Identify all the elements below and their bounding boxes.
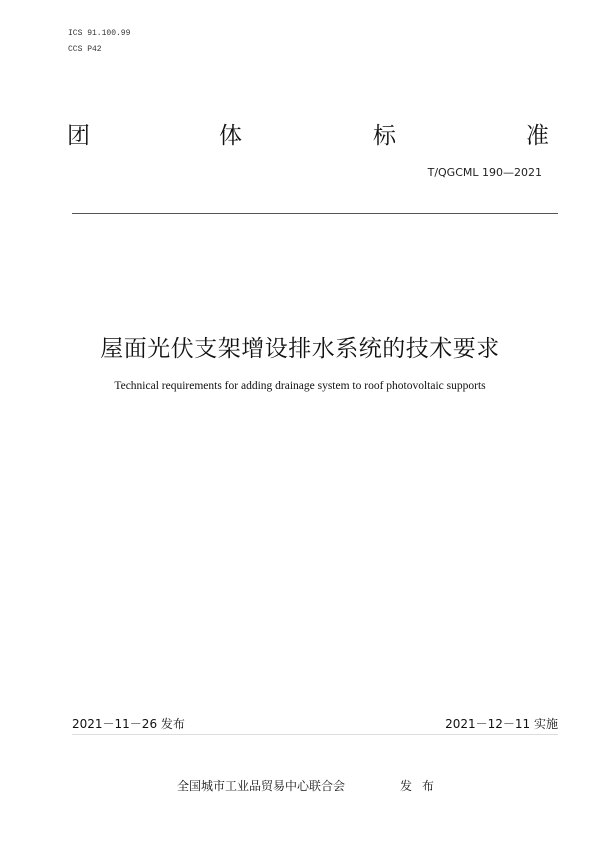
date-divider xyxy=(72,734,558,735)
publisher-name: 全国城市工业品贸易中心联合会 xyxy=(177,779,346,793)
header-char-2: 体 xyxy=(219,123,242,149)
header-char-3: 标 xyxy=(373,123,396,149)
implement-date: 2021－12－11 实施 xyxy=(445,717,558,731)
standard-number: T/QGCML 190—2021 xyxy=(427,166,542,179)
header-divider xyxy=(72,213,558,214)
publisher-action: 发 布 xyxy=(400,779,434,793)
ics-code: ICS 91.100.99 xyxy=(68,29,131,38)
header-char-4: 准 xyxy=(526,123,549,149)
publish-date: 2021－11－26 发布 xyxy=(72,717,185,731)
title-en: Technical requirements for adding drainage system to roof photovoltaic supports xyxy=(114,380,486,392)
title-zh: 屋面光伏支架增设排水系统的技术要求 xyxy=(100,336,500,362)
ccs-code: CCS P42 xyxy=(68,45,102,54)
header-char-1: 团 xyxy=(67,123,90,149)
